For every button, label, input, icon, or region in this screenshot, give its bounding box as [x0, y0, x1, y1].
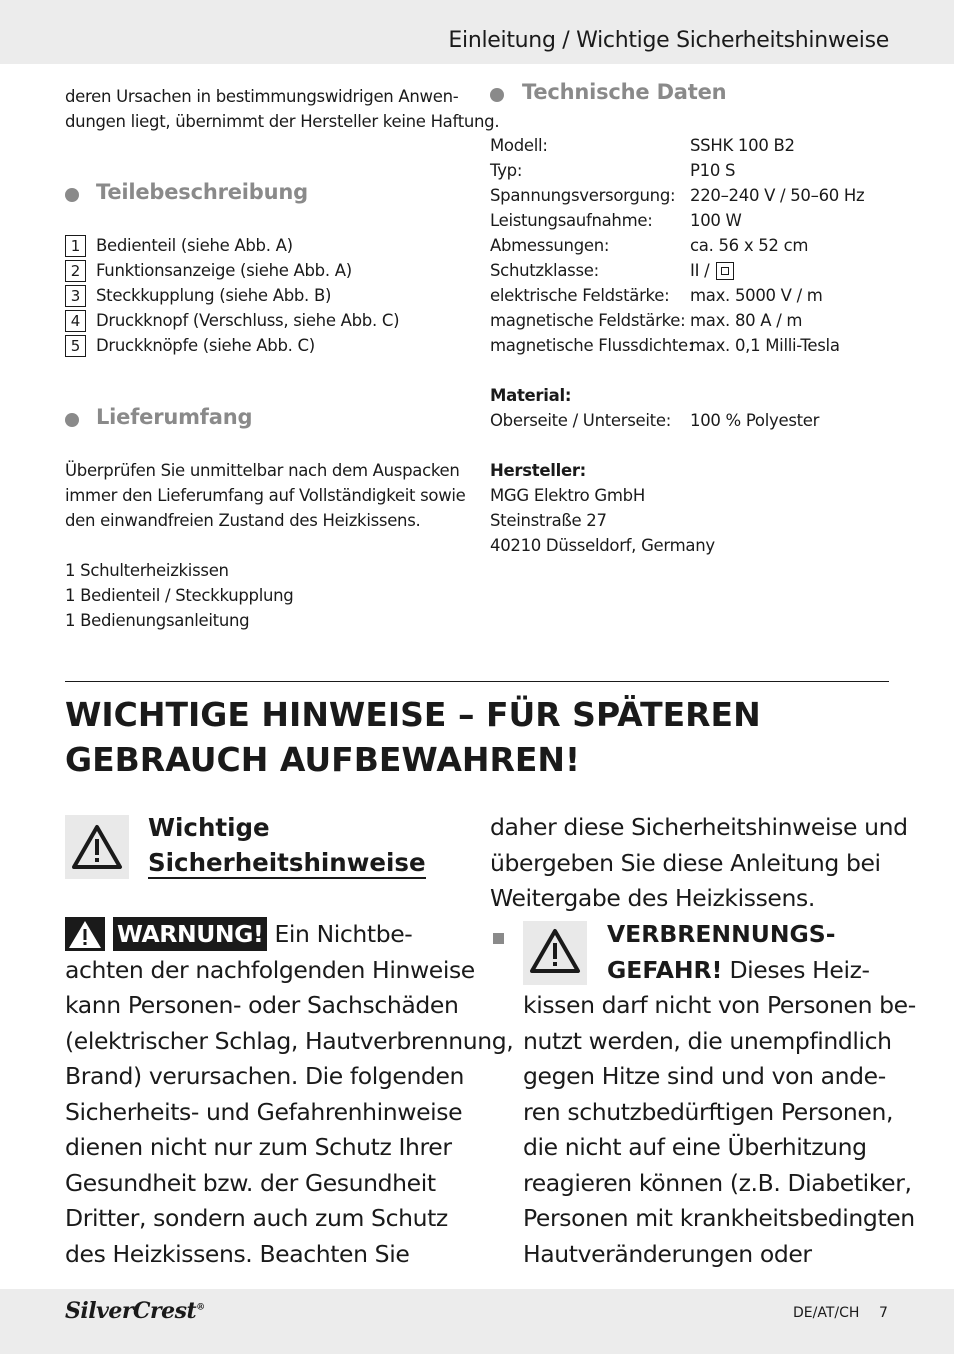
safety-subtitle: [148, 810, 426, 880]
page-header-title: Einleitung / Wichtige Sicherheitshinweise: [448, 28, 889, 53]
manufacturer-label: Hersteller:: [490, 461, 586, 480]
burn-text-line: die nicht auf eine Überhitzung: [523, 1133, 867, 1161]
tech-key: Spannungsversorgung:: [490, 186, 676, 205]
burn-heading-line: [607, 953, 870, 989]
tech-value: 100 W: [690, 211, 742, 230]
burn-text-line: Personen mit krankheitsbedingten: [523, 1204, 915, 1232]
burn-text-line: kissen darf nicht von Personen be-: [523, 991, 916, 1019]
part-label: Druckknöpfe (siehe Abb. C): [96, 336, 315, 355]
warning-text-line: Gesundheit bzw. der Gesundheit: [65, 1169, 436, 1197]
burn-text-line: Hautveränderungen oder: [523, 1240, 812, 1268]
manufacturer-line: 40210 Düsseldorf, Germany: [490, 536, 715, 555]
intro-line-1: deren Ursachen in bestimmungswidrigen Anwen-: [65, 87, 459, 106]
material-label: Material:: [490, 386, 572, 405]
warning-first-line: [65, 917, 412, 953]
part-number: 4: [65, 310, 86, 332]
burn-heading-end: GEFAHR!: [607, 956, 723, 984]
burn-text-line: reagieren können (z.B. Diabetiker,: [523, 1169, 912, 1197]
tech-value: SSHK 100 B2: [690, 136, 795, 155]
tech-key: Schutzklasse:: [490, 261, 599, 280]
burn-text-line: gegen Hitze sind und von ande-: [523, 1062, 886, 1090]
warning-triangle-icon: [65, 917, 105, 951]
tech-value: ca. 56 x 52 cm: [690, 236, 809, 255]
material-key: Oberseite / Unterseite:: [490, 411, 671, 430]
important-title-line: WICHTIGE HINWEISE – FÜR SPÄTEREN: [65, 695, 761, 734]
delivery-text-line: den einwandfreien Zustand des Heizkissens.: [65, 511, 421, 530]
tech-value: P10 S: [690, 161, 736, 180]
warning-badge: WARNUNG!: [113, 917, 267, 951]
burn-text: Dieses Heiz-: [729, 956, 870, 984]
tech-heading: Technische Daten: [522, 80, 727, 104]
important-title: [65, 692, 761, 782]
tech-value: max. 80 A / m: [690, 311, 803, 330]
tech-value: max. 5000 V / m: [690, 286, 823, 305]
part-label: Funktionsanzeige (siehe Abb. A): [96, 261, 352, 280]
footer-region: DE/AT/CH: [793, 1305, 860, 1321]
section-bullet: [65, 188, 79, 202]
warning-text-line: dienen nicht nur zum Schutz Ihrer: [65, 1133, 452, 1161]
double-insulation-icon: [716, 262, 734, 280]
list-bullet: [493, 933, 504, 944]
important-title-line: GEBRAUCH AUFBEWAHREN!: [65, 740, 581, 779]
warning-text-line: achten der nachfolgenden Hinweise: [65, 956, 475, 984]
brand-name: SilverCrest: [65, 1298, 197, 1324]
continued-text-line: Weitergabe des Heizkissens.: [490, 884, 815, 912]
warning-triangle-icon: [523, 921, 587, 985]
continued-text-line: daher diese Sicherheitshinweise und: [490, 813, 908, 841]
tech-value: max. 0,1 Milli-Tesla: [690, 336, 840, 355]
tech-key: magnetische Flussdichte:: [490, 336, 694, 355]
warning-text-line: kann Personen- oder Sachschäden: [65, 991, 459, 1019]
manufacturer-line: MGG Elektro GmbH: [490, 486, 645, 505]
tech-key: Leistungsaufnahme:: [490, 211, 653, 230]
safety-subtitle-line: Wichtige: [148, 813, 270, 842]
burn-heading: VERBRENNUNGS-: [607, 920, 836, 948]
warning-triangle-icon: [65, 815, 129, 879]
section-bullet: [490, 88, 504, 102]
part-number: 1: [65, 235, 86, 257]
intro-line-2: dungen liegt, übernimmt der Hersteller keine Haftung.: [65, 112, 500, 131]
tech-key: Modell:: [490, 136, 548, 155]
parts-heading: Teilebeschreibung: [96, 180, 308, 204]
section-bullet: [65, 413, 79, 427]
page-number: 7: [879, 1305, 888, 1321]
part-number: 2: [65, 260, 86, 282]
brand-mark: ®: [196, 1302, 205, 1313]
continued-text-line: übergeben Sie diese Anleitung bei: [490, 849, 881, 877]
warning-text-line: Brand) verursachen. Die folgenden: [65, 1062, 465, 1090]
delivery-item: 1 Bedienteil / Steckkupplung: [65, 586, 294, 605]
delivery-item: 1 Schulterheizkissen: [65, 561, 229, 580]
safety-subtitle-line: Sicherheitshinweise: [148, 848, 426, 877]
delivery-text-line: Überprüfen Sie unmittelbar nach dem Auspacken: [65, 461, 460, 480]
part-label: Bedienteil (siehe Abb. A): [96, 236, 293, 255]
manufacturer-line: Steinstraße 27: [490, 511, 607, 530]
delivery-text-line: immer den Lieferumfang auf Vollständigkeit sowie: [65, 486, 466, 505]
part-number: 5: [65, 335, 86, 357]
tech-key: Typ:: [490, 161, 523, 180]
delivery-item: 1 Bedienungsanleitung: [65, 611, 250, 630]
delivery-heading: Lieferumfang: [96, 405, 253, 429]
part-label: Steckkupplung (siehe Abb. B): [96, 286, 332, 305]
tech-value: 220–240 V / 50–60 Hz: [690, 186, 865, 205]
brand-logo: [65, 1298, 205, 1324]
warning-text-line: Dritter, sondern auch zum Schutz: [65, 1204, 448, 1232]
burn-text-line: nutzt werden, die unempfindlich: [523, 1027, 892, 1055]
tech-key: Abmessungen:: [490, 236, 610, 255]
warning-text-line: des Heizkissens. Beachten Sie: [65, 1240, 410, 1268]
section-divider: [65, 681, 889, 682]
material-value: 100 % Polyester: [690, 411, 820, 430]
tech-key: magnetische Feldstärke:: [490, 311, 686, 330]
part-number: 3: [65, 285, 86, 307]
warning-text-line: (elektrischer Schlag, Hautverbrennung,: [65, 1027, 514, 1055]
warning-text-line: Sicherheits- und Gefahrenhinweise: [65, 1098, 463, 1126]
part-label: Druckknopf (Verschluss, siehe Abb. C): [96, 311, 400, 330]
tech-value: II /: [690, 261, 710, 280]
warning-text: Ein Nichtbe-: [274, 920, 413, 948]
burn-text-line: ren schutzbedürftigen Personen,: [523, 1098, 894, 1126]
tech-key: elektrische Feldstärke:: [490, 286, 670, 305]
